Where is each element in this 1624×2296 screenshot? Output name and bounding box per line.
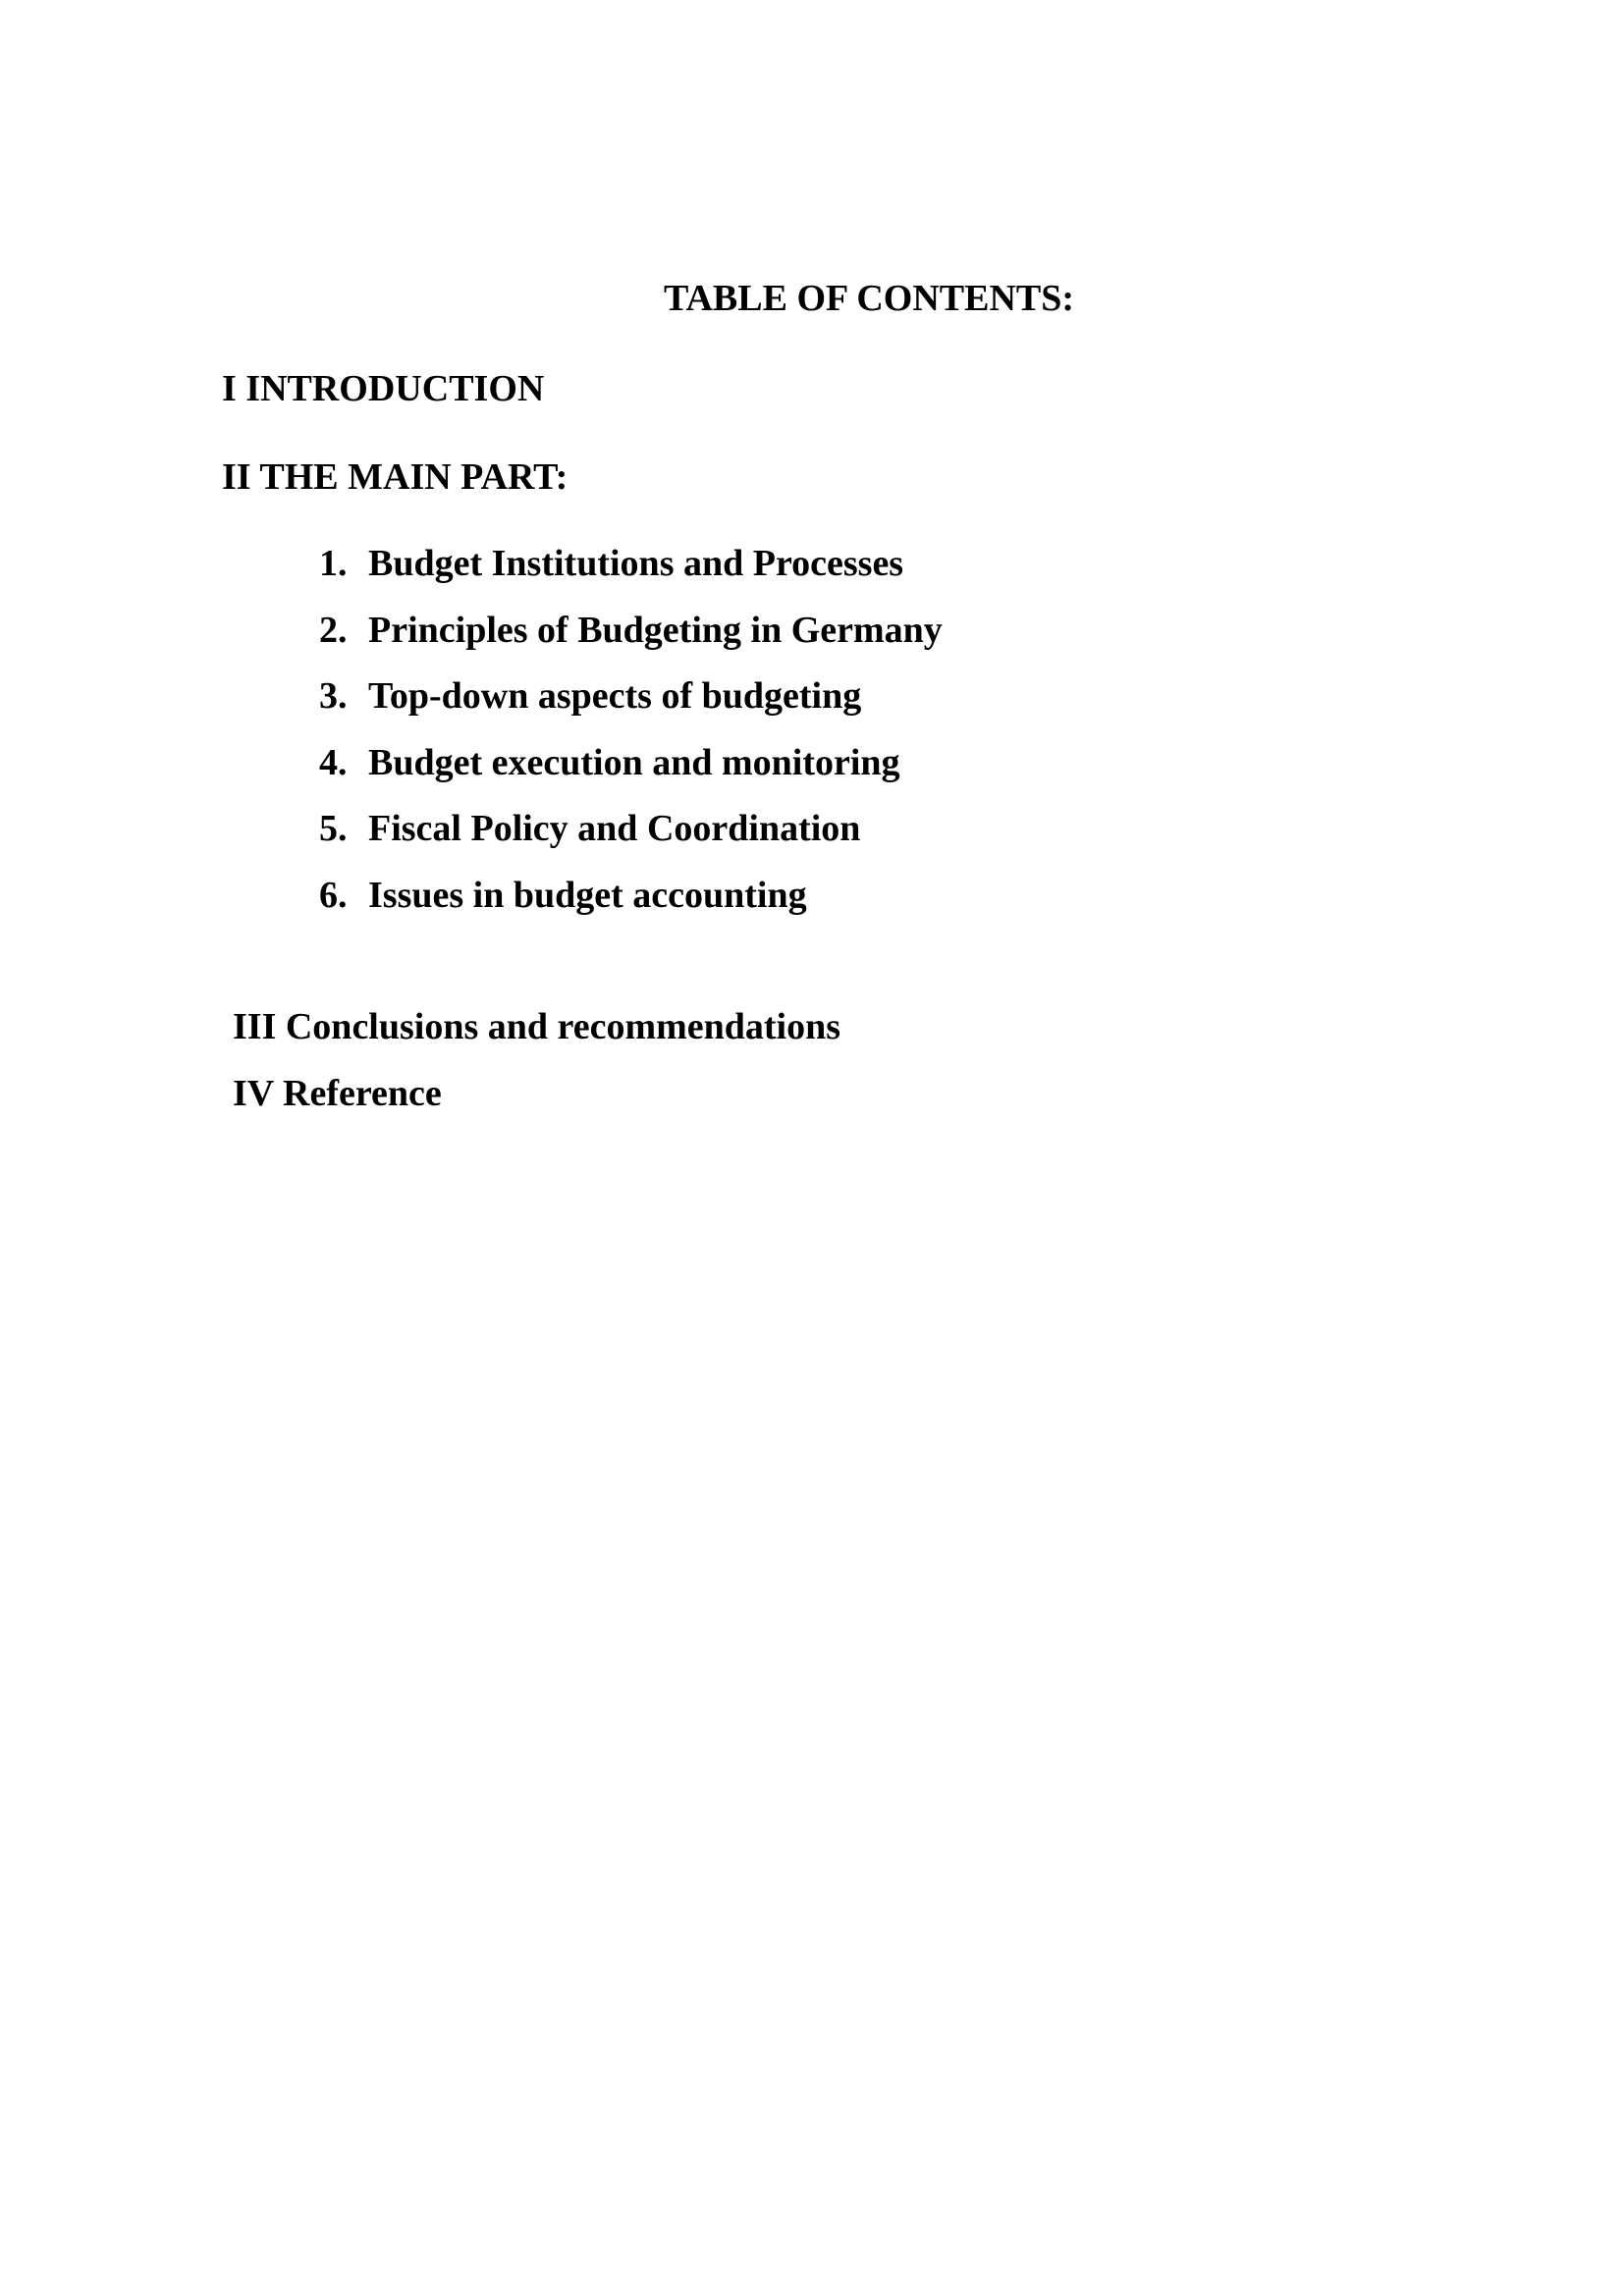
item-label: Fiscal Policy and Coordination [368,808,861,849]
item-number: 3. [319,675,348,717]
section-conclusions: III Conclusions and recommendations [233,1006,841,1047]
item-number: 5. [319,808,348,849]
list-item [319,540,943,607]
item-number: 4. [319,741,348,783]
list-item [319,739,943,806]
item-label: Budget execution and monitoring [368,741,900,783]
item-label: Top-down aspects of budgeting [368,675,862,717]
list-item [319,805,943,872]
item-label: Budget Institutions and Processes [368,543,904,584]
section-introduction: I INTRODUCTION [222,368,545,409]
list-item [319,872,943,938]
item-number: 2. [319,609,348,651]
toc-title: TABLE OF CONTENTS: [663,278,1075,319]
item-number: 1. [319,543,348,584]
list-item [319,607,943,673]
list-item [319,672,943,739]
main-part-list [319,540,943,937]
item-label: Principles of Budgeting in Germany [368,609,943,651]
item-number: 6. [319,874,348,916]
section-main-part: II THE MAIN PART: [222,456,568,498]
section-reference: IV Reference [233,1073,442,1114]
item-label: Issues in budget accounting [368,874,807,916]
